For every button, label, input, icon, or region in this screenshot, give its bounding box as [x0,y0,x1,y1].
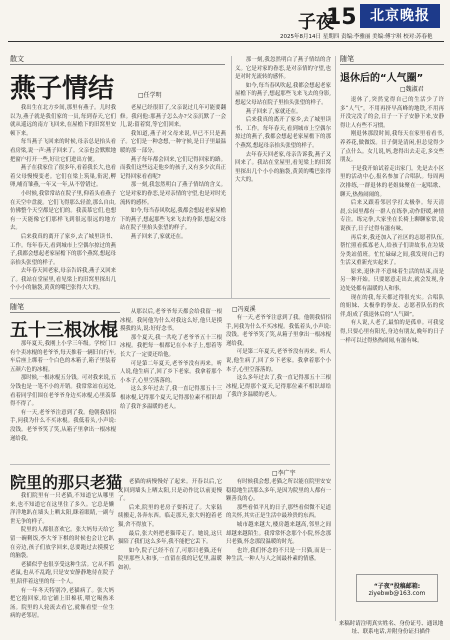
article-byline: □冯夏溪 [232,306,256,313]
section-name: 子夜 [298,12,334,33]
article-byline: □任学明 [138,92,162,99]
article-text-column: 那一刻,我忽然明白了燕子情结的含义。它是对家的眷恋,是对亲情的守望,也是对时光流转的感怀。 如今,每当春风吹起,我都会想起老家屋檐下的燕子,想起那些飞来飞去的身影,想起父母站在院子里抬头张望的样子。 燕子回来了,家就还在。 后来我真的离开了家乡,去了城里读书、工作。每年春天,看到城市上空偶尔掠过的燕子,我都会想起老家屋檐下的那个燕窝,想起母亲抬头张望的样子。 去年春天回老家,母亲告诉我,燕子又回来了。我站在堂屋里,看见梁上的旧窝里探出几个小小的脑袋,黄黄的嘴巴张得大大的。 [235,57,331,184]
article-text-column: 从那以后,老爷爷每天都会给我留一根冰棍。我问他为什么对我这么好,他只是摸摸我的头,说:好好念书。 那个夏天,我一共吃了老爷爷五十三根冰棍。我把每一根都记在小本子上,想着等长大了一定要还给他。 可是第二年夏天,老爷爷没有再来。听人说,他生病了,回了乡下老家。我拿着那个小本子,心里空落落的。 这么多年过去了,我一直记得那五十三根冰棍,记得那个夏天,记得那位素不相识却给了我许多温暖的老人。 [120,309,222,410]
article-tag: 随笔 [340,55,354,63]
article-headline: 燕子情结 [10,74,115,104]
article-headline: 五十三根冰棍 [10,320,118,341]
tag-rule [10,64,225,65]
article-tag: 随笔 [10,303,24,311]
article-text-column: 有一天,老爷爷注意到了我。他朝我招招手,问我为什么不买冰棍。我低着头,小声说:没钱。老爷爷笑了笑,从箱子里拿出一根冰棍递给我。 可是第二年夏天,老爷爷没有再来。听人说,他生病了,回了乡下老家。我拿着那个小本子,心里空落落的。 这么多年过去了,我一直记得那五十三根冰棍,记得那个夏天,记得那位素不相识却给了我许多温暖的老人。 [226,315,331,399]
brand-logo: 北京晚报 [360,4,440,28]
article-byline: □魏淑君 [400,86,424,93]
section-divider [10,298,330,299]
article-text-column: 那年夏天,我刚上小学三年级。学校门口有个卖冰棍的老爷爷,每天推着一辆旧自行车,车后座上绑着一个白色的木箱子,箱子里装着五颜六色的冰棍。 那时候,一根冰棍五分钱。可对我来说,五分钱也是一笔不小的开销。我常常站在远处,看着同学们围在老爷爷身边买冰棍,心里羡慕得不得了。 有一天,老爷爷注意到了我。他朝我招招手,问我为什么不买冰棍。我低着头,小声说:没钱。老爷爷笑了笑,从箱子里拿出一根冰棍递给我。 [10,341,116,442]
article-text-column: 老猫的病慢慢好了起来。开春以后,它又回到墙头上晒太阳,只是动作比以前更慢了。 后来,院里的老房子要拆迁了。大家陆续搬走,各奔东西。临走那天,张大妈抱着老猫,舍不得放下。 最后,张大妈把老猫带走了。她说,这只猫陪了我们这么多年,我不能把它丢下。 如今,院子已经不在了,可那只老猫,还有院里那些人和事,一直留在我的记忆里,温暖如初。 [118,479,222,571]
page-header [0,0,450,44]
article-text-column: 有时候我会想,老猫之所以能在院里安安稳稳地生活那么多年,是因为院里的人都有一颗善良的心。 那些看似平凡的日子,那些看似微不足道的关怀,其实正是生活中最珍贵的东西。 城市越来越大,楼房越来越高,邻里之间却越来越陌生。我常常怀念那个小院,怀念那只老猫,怀念那段温暖的时光。 也许,我们怀念的不只是一只猫,而是一种生活,一种人与人之间最朴素的情感。 [226,479,331,563]
page-number: 15 [326,5,357,30]
issue-meta: 2025年8月14日 星期四 责编:李雅丽 美编:傅宇琪 校对:苏春艳 [280,34,433,40]
article-byline: □李广宇 [272,470,296,477]
section-divider [10,464,330,465]
submission-note: 来稿时请注明真实姓名、身份证号、通讯地址、联系电话,并附身份证扫描件 [338,621,444,635]
column-divider [335,56,336,621]
tag-rule [340,64,444,65]
header-rule [8,41,444,42]
article-text-column: 我们院里有一只老猫,不知道它从哪里来,也不知道它在这里住了多久。它总是懒洋洋地趴在墙头上晒太阳,眯着眼睛,一副与世无争的样子。 院里的人都很喜欢它。张大妈每天给它留一碗剩饭,李大爷下棋的时候也会让它趴在旁边,孩子们放学回来,总要跑过去摸摸它的脑袋。 老猫似乎也很享受这种生活。它从不抓老鼠,也从不乱跑,只是安安静静地待在院子里,陪伴着这里的每一个人。 有一年冬天特别冷,老猫病了。张大妈把它抱回家,给它铺上旧棉袄,喂它喝热米汤。院里的人轮流去看它,就像看望一位生病的老邻居。 [10,493,114,620]
submission-email: ziyebwb@163.com [368,590,426,597]
article-headline: 院里的那只老猫 [10,473,123,492]
article-tag: 散文 [10,55,24,63]
article-text-column: 老屋已经很旧了,父亲说过几年可能要翻修。我问他:那燕子怎么办?父亲沉默了一会儿,说:留着窝,等它们回来。 我知道,燕子对父母来说,早已不只是燕子。它们是一种念想,一种守候,是日子里最温暖的那一部分。 燕子每年都会回来,它们记得回家的路。而我们这些远走他乡的孩子,又有多少次真正记得回家看看呢? 那一刻,我忽然明白了燕子情结的含义。它是对家的眷恋,是对亲情的守望,也是对时光流转的感怀。 如今,每当春风吹起,我都会想起老家屋檐下的燕子,想起那些飞来飞去的身影,想起父母站在院子里抬头张望的样子。 燕子回来了,家就还在。 [120,105,226,240]
submission-label: “子夜”投稿邮箱: [373,583,421,590]
article-text-column: 退休了,突然觉得自己的生活少了许多“人气”。不用再挤早高峰的地铁,不用再开没完没了的会,日子一下子安静下来,安静得让人有些不习惯。 刚退休那段时间,我每天在家里看看书,养养花,做做饭。日子倒是清闲,但总觉得少了点什么。女儿说,妈,您得出去走走,多交些朋友。 于是我开始试着走出家门。先是去小区里的活动中心,报名参加了合唱队。每周两次排练,一群退休的老姐妹聚在一起唱歌、聊天,热热闹闹的。 后来又跟着邻居学打太极拳。每天清晨,公园里都有一群人在练拳,动作舒缓,神情专注。练完拳,大家坐在长椅上聊聊家常,说说孩子,日子过得有滋有味。 再后来,我还加入了社区的志愿者队伍,帮忙照看孤寡老人,给孩子们讲故事,在垃圾分类站值班。忙忙碌碌之间,我发现自己的生活又重新充实起来了。 原来,退休并不意味着生活的结束,而是另一种开始。只要愿意走出去,就会发现,身边处处都有温暖的人和事。 现在的我,每天都过得很充实。合唱队的姐妹、太极拳的拳友、志愿者队伍的伙伴,组成了我退休后的“人气圈”。 有人说,人老了,最怕的是孤单。可我觉得,只要心里有阳光,身边有朋友,晚年的日子一样可以过得热热闹闹,有滋有味。 [340,97,444,344]
article-headline: 退休后的“人气圈” [340,73,424,84]
submission-email-box [356,574,438,602]
column-divider [231,56,232,298]
tag-rule [10,312,120,313]
article-text-column: 我出生在北方乡间,那里有燕子。儿时我以为,燕子就是我们家的一员,每到春天,它们就从遥远的南方飞回来,在屋檐下的旧窝里安顿下来。 每当燕子飞回来的时候,母亲总是抬头看看房梁,说一声:燕子回来了。父亲也会默默地把窗户打开一些,好让它们进出方便。 燕子在我家住了很多年,看着我长大,也看着父母慢慢变老。它们在梁上筑巢,衔泥,孵卵,哺育雏燕,一年又一年,从不曾错过。 小时候,我常常站在院子里,仰着头看燕子在天空中盘旋。它们飞得那么轻盈,那么自由,仿佛整个天空都是它们的。我羡慕它们,也想有一天能像它们那样飞到很远很远的地方去。 后来我真的离开了家乡,去了城里读书、工作。每年春天,看到城市上空偶尔掠过的燕子,我都会想起老家屋檐下的那个燕窝,想起母亲抬头张望的样子。 去年春天回老家,母亲告诉我,燕子又回来了。我站在堂屋里,看见梁上的旧窝里探出几个小小的脑袋,黄黄的嘴巴张得大大的。 [10,105,116,292]
